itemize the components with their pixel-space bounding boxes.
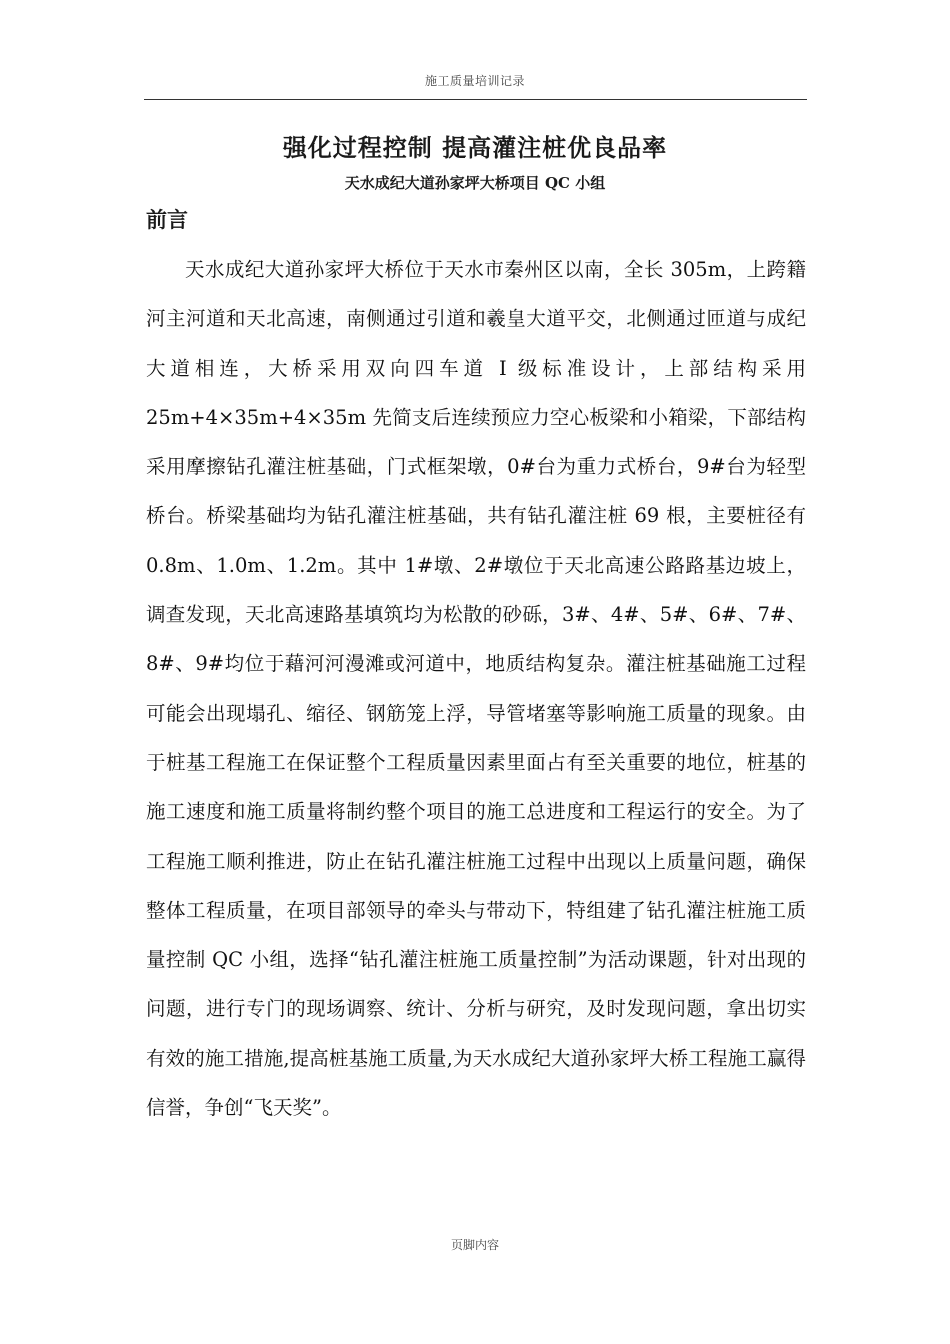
document-subtitle: 天水成纪大道孙家坪大桥项目 QC 小组 bbox=[344, 174, 606, 192]
header-divider bbox=[144, 99, 807, 100]
body-paragraph: 天水成纪大道孙家坪大桥位于天水市秦州区以南，全长 305m，上跨籍河主河道和天北高速，南侧通过引道和羲皇大道平交，北侧通过匝道与成纪大道相连，大桥采用双向四车道 I 级标准设计，上部结构采用 25m+4×35m+4×35m 先简支后连续预应力空心板梁和小箱梁，下部结构采用摩擦钻孔灌注桩基础，门式框架墩，0#台为重力式桥台，9#台为轻型桥台。桥梁基础均为钻孔灌注桩基础，共有钻孔灌注桩 69 根，主要桩径有 0.8m、1.0m、1.2m。其中 1#墩、2#墩位于天北高速公路路基边坡上，调查发现，天北高速路基填筑均为松散的砂砾，3#、4#、5#、6#、7#、8#、9#均位于藉河河漫滩或河道中，地质结构复杂。灌注桩基础施工过程可能会出现塌孔、缩径、钢筋笼上浮，导管堵塞等影响施工质量的现象。由于桩基工程施工在保证整个工程质量因素里面占有至关重要的地位，桩基的施工速度和施工质量将制约整个项目的施工总进度和工程运行的安全。为了工程施工顺利推进，防止在钻孔灌注桩施工过程中出现以上质量问题，确保整体工程质量，在项目部领导的牵头与带动下，特组建了钻孔灌注桩施工质量控制 QC 小组，选择“钻孔灌注桩施工质量控制”为活动课题，针对出现的问题，进行专门的现场调察、统计、分析与研究，及时发现问题，拿出切实有效的施工措施,提高桩基施工质量,为天水成纪大道孙家坪大桥工程施工赢得信誉，争创“飞天奖”。 bbox=[146, 258, 806, 1120]
section-heading: 前言 bbox=[146, 207, 188, 232]
document-title: 强化过程控制 提高灌注桩优良品率 bbox=[282, 133, 668, 162]
page-header: 施工质量培训记录 bbox=[424, 74, 525, 88]
page-footer: 页脚内容 bbox=[450, 1238, 499, 1252]
